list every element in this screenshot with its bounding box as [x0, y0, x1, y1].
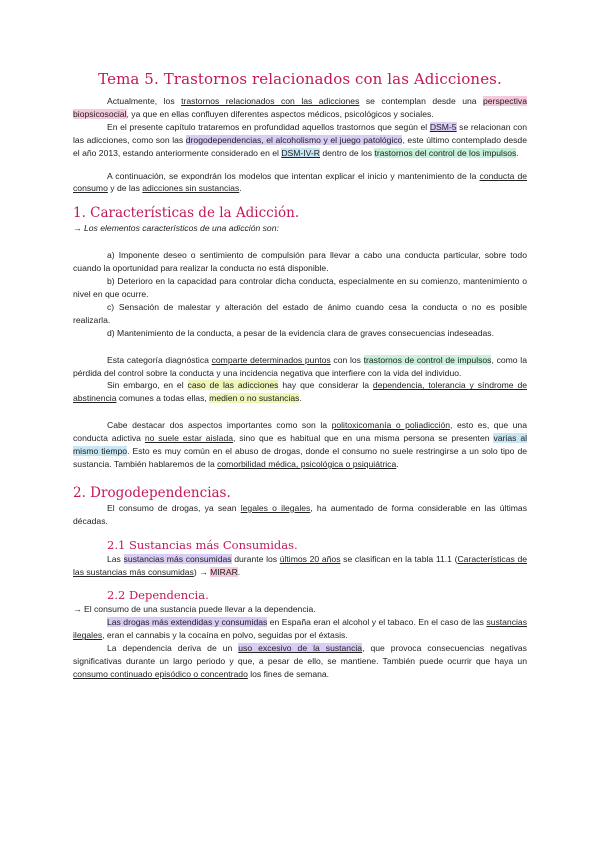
- highlight-purple: drogodependencias, el alcoholismo y el juego patológico: [185, 134, 403, 145]
- subsection-lead: → El consumo de una sustancia puede llevar a la dependencia.: [73, 604, 316, 615]
- highlight-purple: DSM-5: [429, 121, 457, 132]
- document-page: [73, 70, 527, 681]
- subsection-heading-2-2: 2.2 Dependencia.: [107, 588, 209, 603]
- list-item: a) Imponente deseo o sentimiento de compulsión para llevar a cabo una conducta particular, sobre todo cuando la oportunidad para realizar la conducta no está disponible.: [73, 250, 527, 274]
- highlight-underline: legales o ilegales: [240, 502, 311, 513]
- highlight-purple: Las drogas más extendidas y consumidas: [107, 617, 268, 628]
- highlight-underline: Características de las sustancias más consumidas: [73, 553, 528, 577]
- highlight-underline: dependencia, tolerancia y síndrome de abstinencia: [73, 380, 528, 404]
- highlight-pink: perspectiva biopsicosocial: [73, 96, 527, 119]
- intro-paragraph-2: En el presente capítulo trataremos en profundidad aquellos trastornos que según el DSM-5 se relacionan con las adicciones, como son las drogodependencias, el alcoholismo y el juego patológico, este último contemplado desde el año 2013, estando anteriormente considerado en el DSM-IV-R dentro de los trastornos del control de los impulsos.: [73, 121, 527, 158]
- list-item: d) Mantenimiento de la conducta, a pesar de la evidencia clara de graves consecuencias indeseadas.: [107, 327, 494, 338]
- highlight-underline: últimos 20 años: [279, 553, 341, 564]
- highlight-underline: trastornos relacionados con las adicciones: [181, 96, 360, 106]
- page-title: Tema 5. Trastornos relacionados con las Adicciones.: [98, 70, 502, 88]
- list-item: b) Deterioro en la capacidad para controlar dicha conducta, especialmente en su comienzo, mantenimiento o nivel en que ocurre.: [73, 276, 527, 299]
- section-heading-2: 2. Drogodependencias.: [73, 484, 231, 501]
- section1-paragraph-1: Esta categoría diagnóstica comparte determinados puntos con los trastornos de control de impulsos, como la pérdida del control sobre la conducta y una incidencia negativa que interfiere con la vida del individuo.: [73, 354, 527, 378]
- highlight-green: trastornos del control de los impulsos: [374, 147, 517, 158]
- section-lead: → Los elementos característicos de una adicción son:: [73, 223, 279, 234]
- highlight-underline: consumo continuado episódico o concentrado: [73, 669, 248, 679]
- highlight-underline: adicciones sin sustancias: [142, 183, 240, 194]
- highlight-green: trastornos de control de impulsos: [363, 354, 492, 365]
- highlight-pink: MIRAR: [210, 566, 238, 577]
- subsection-2-2-paragraph-1: Las drogas más extendidas y consumidas en España eran el alcohol y el tabaco. En el caso de las sustancias ilegales, eran el cannabis y la cocaína en polvo, seguidas por el éxtasis.: [73, 617, 527, 641]
- subsection-2-2-paragraph-2: La dependencia deriva de un uso excesivo de la sustancia, que provoca consecuencias negativas significativas durante un largo periodo y que, a pesar de ello, se mantiene. También puede ocurrir que haya un consumo continuado episódico o concentrado los fines de semana.: [73, 643, 527, 679]
- highlight-yellow: caso de las adicciones: [187, 380, 279, 391]
- section1-paragraph-3: Cabe destacar dos aspectos importantes como son la politoxicomanía o poliadicción, esto es, que una conducta adictiva no suele estar aislada, sino que es habitual que en una misma persona se presenten varias al mismo tiempo. Esto es muy común en el abuso de drogas, donde el consumo no suele restringirse a un solo tipo de sustancia. También hablaremos de la comorbilidad médica, psicológica o psiquiátrica.: [73, 420, 528, 469]
- intro-paragraph-1: Actualmente, los trastornos relacionados con las adicciones se contemplan desde una perspectiva biopsicosocial, ya que en ellas confluyen diferentes aspectos médicos, psicológicos y sociales.: [73, 96, 527, 119]
- highlight-purple: uso excesivo de la sustancia: [238, 643, 363, 654]
- highlight-blue: varias al mismo tiempo: [73, 433, 528, 457]
- section-heading-1: 1. Características de la Adicción.: [73, 205, 300, 222]
- highlight-underline: comparte determinados puntos: [211, 354, 331, 365]
- intro-paragraph-3: A continuación, se expondrán los modelos que intentan explicar el inicio y mantenimiento de la conducta de consumo y de las adicciones sin sustancias.: [73, 170, 528, 194]
- list-item: c) Sensación de malestar y alteración del estado de ánimo cuando cesa la conducta o no es posible realizarla.: [73, 301, 527, 325]
- highlight-underline: comorbilidad médica, psicológica o psiquiátrica: [217, 458, 397, 469]
- highlight-underline: sustancias ilegales: [73, 617, 527, 641]
- highlight-yellow: medien o no sustancias: [209, 393, 300, 404]
- section1-paragraph-2: Sin embargo, en el caso de las adicciones hay que considerar la dependencia, tolerancia y síndrome de abstinencia comunes a todas ellas, medien o no sustancias.: [73, 380, 528, 404]
- section2-paragraph-1: El consumo de drogas, ya sean legales o ilegales, ha aumentado de forma considerable en las últimas décadas.: [73, 502, 528, 526]
- highlight-underline: conducta de consumo: [73, 170, 528, 194]
- subsection-heading-2-1: 2.1 Sustancias más Consumidas.: [107, 537, 298, 552]
- highlight-purple: sustancias más consumidas: [123, 553, 232, 564]
- highlight-underline: no suele estar aislada: [144, 433, 234, 444]
- highlight-underline: politoxicomanía o poliadicción: [331, 420, 451, 431]
- highlight-blue: DSM-IV-R: [281, 147, 320, 158]
- subsection-2-1-paragraph: Las sustancias más consumidas durante los últimos 20 años se clasifican en la tabla 11.1 (Características de las sustancias más consumidas) → MIRAR.: [73, 553, 528, 577]
